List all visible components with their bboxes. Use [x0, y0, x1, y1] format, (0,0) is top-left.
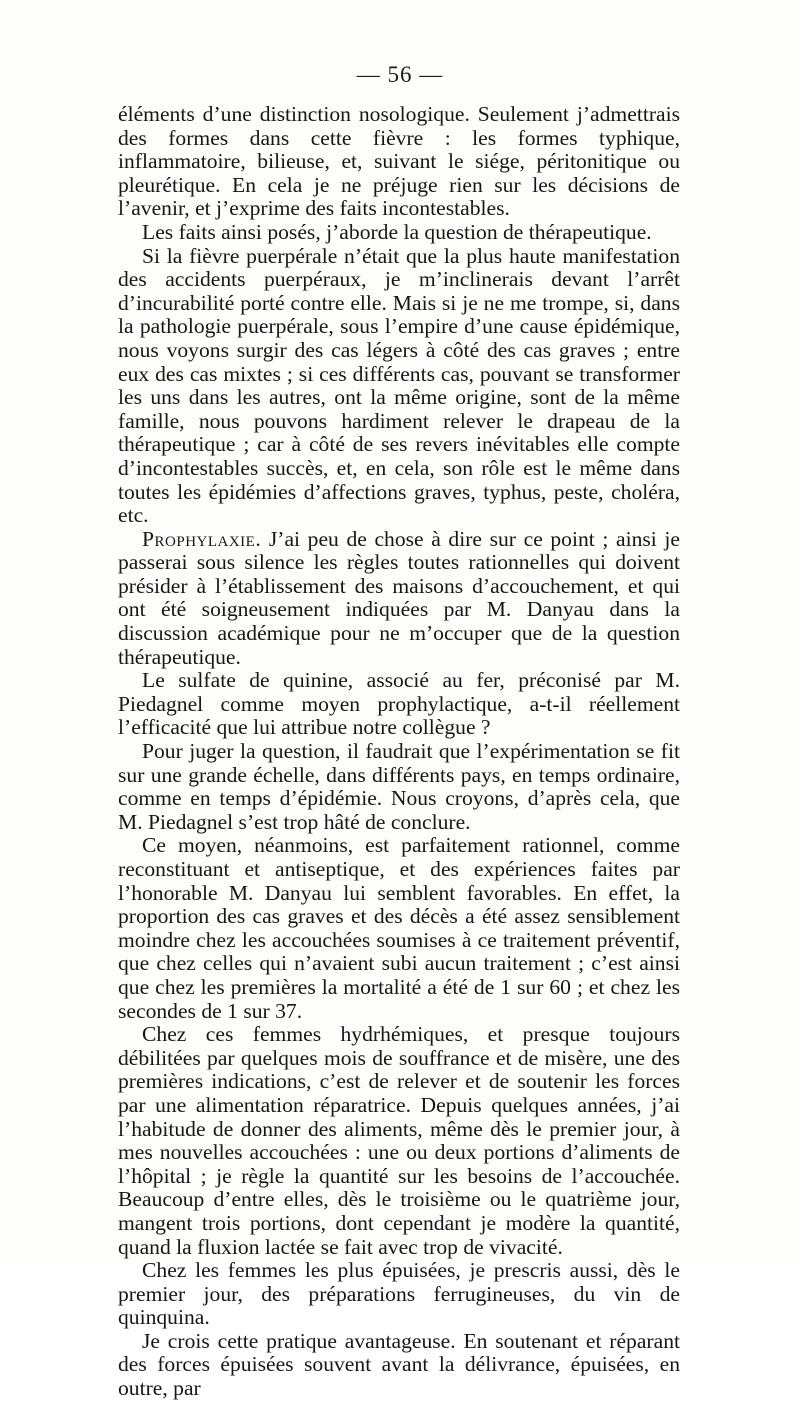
paragraph-10: [118, 1330, 680, 1401]
paragraph-7-text: Ce moyen, néanmoins, est parfaitement rationnel, comme reconstituant et antiseptique, et des expériences faites par l’honorable M. Danyau lui semblent favorables. En effet, la proportion des cas graves et des décès a été assez sensiblement moindre chez les accouchées soumises à ce traitement préventif, que chez celles qui n’avaient subi aucun traitement ; c’est ainsi que chez les premières la mortalité a été de 1 sur 60 ; et chez les secondes de 1 sur 37.: [118, 833, 680, 1023]
paragraph-5-text: Le sulfate de quinine, associé au fer, préconisé par M. Piedagnel comme moyen prophylactique, a-t-il réellement l’efficacité que lui attribue notre collègue ?: [118, 668, 680, 740]
paragraph-2-text: Les faits ainsi posés, j’aborde la question de thérapeutique.: [142, 219, 652, 244]
paragraph-1: [118, 103, 680, 221]
page-number: — 56 —: [356, 62, 444, 87]
paragraph-9: [118, 1259, 680, 1330]
paragraph-3-text: Si la fièvre puerpérale n’était que la plus haute manifestation des accidents puerpéraux, je m’inclinerais devant l’arrêt d’incurabilité porté contre elle. Mais si je ne me trompe, si, dans la pathologie puerpérale, sous l’empire d’une cause épidémique, nous voyons surgir des cas légers à côté des cas graves ; entre eux des cas mixtes ; si ces différents cas, pouvant se transformer les uns dans les autres, ont la même origine, sont de la même famille, nous pouvons hardiment relever le drapeau de la thérapeutique ; car à côté de ses revers inévitables elle compte d’incontestables succès, et, en cela, son rôle est le même dans toutes les épidémies d’affections graves, typhus, peste, choléra, etc.: [118, 243, 680, 528]
paragraph-1-text: éléments d’une distinction nosologique. Seulement j’admettrais des formes dans cette fièvre : les formes typhique, inflammatoire, bilieuse, et, suivant le siége, péritonitique ou pleurétique. En cela je ne préjuge rien sur les décisions de l’avenir, et j’exprime des faits incontestables.: [118, 102, 680, 221]
paragraph-6: [118, 740, 680, 834]
paragraph-4-text: J’ai peu de chose à dire sur ce point ; ainsi je passerai sous silence les règles toutes rationnelles qui doivent présider à l’établissement des maisons d’accouchement, et qui ont été soigneusement indiquées par M. Danyau dans la discussion académique pour ne m’occuper que de la question thérapeutique.: [118, 526, 680, 669]
paragraph-8-text: Chez ces femmes hydrhémiques, et presque toujours débilitées par quelques mois de souffrance et de misère, une des premières indications, c’est de relever et de soutenir les forces par une alimentation réparatrice. Depuis quelques années, j’ai l’habitude de donner des aliments, même dès le premier jour, à mes nouvelles accouchées : une ou deux portions d’aliments de l’hôpital ; je règle la quantité sur les besoins de l’accouchée. Beaucoup d’entre elles, dès le troisième ou le quatrième jour, mangent trois portions, dont cependant je modère la quantité, quand la fluxion lactée se fait avec trop de vivacité.: [118, 1022, 680, 1259]
paragraph-10-text: Je crois cette pratique avantageuse. En soutenant et réparant des forces épuisées souvent avant la délivrance, épuisées, en outre, par: [118, 1328, 680, 1401]
paragraph-9-text: Chez les femmes les plus épuisées, je prescris aussi, dès le premier jour, des préparations ferrugineuses, du vin de quinquina.: [118, 1258, 680, 1330]
paragraph-6-text: Pour juger la question, il faudrait que l’expérimentation se fit sur une grande échelle, dans différents pays, en temps ordinaire, comme en temps d’épidémie. Nous croyons, d’après cela, que M. Piedagnel s’est trop hâté de conclure.: [118, 739, 680, 834]
body-text: [118, 103, 680, 1401]
paragraph-4: [118, 528, 680, 670]
paragraph-5: [118, 669, 680, 740]
paragraph-3: [118, 245, 680, 528]
paragraph-8: [118, 1023, 680, 1259]
paragraph-2: [118, 221, 680, 245]
section-heading-prophylaxie: Prophylaxie.: [142, 526, 262, 551]
paragraph-7: [118, 834, 680, 1023]
